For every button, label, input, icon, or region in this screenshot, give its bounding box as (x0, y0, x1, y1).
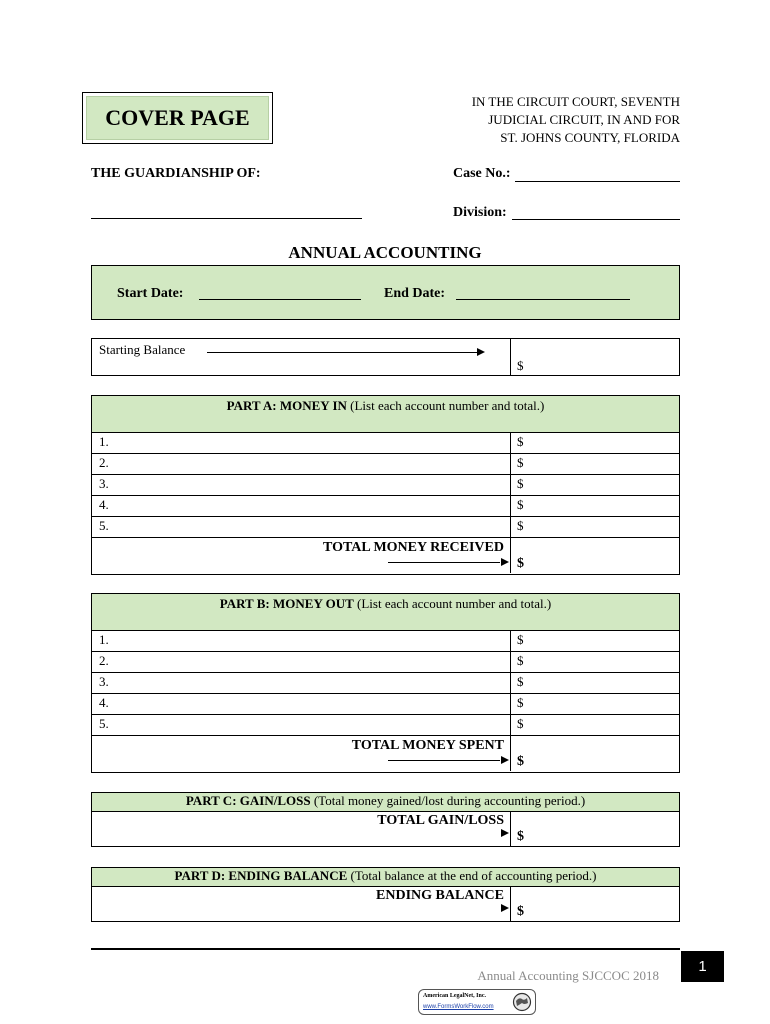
total-money-spent-field[interactable] (511, 736, 679, 771)
amount-field[interactable] (511, 652, 679, 672)
amount-field[interactable] (511, 715, 679, 735)
part-d-title: PART D: ENDING BALANCE (174, 868, 348, 883)
currency-symbol: $ (517, 556, 524, 571)
part-b-table (91, 593, 680, 773)
account-field[interactable] (92, 631, 511, 651)
total-money-received-field[interactable] (511, 538, 679, 573)
part-b-header (92, 594, 679, 630)
starting-balance-amount-field[interactable] (511, 339, 679, 375)
part-d-table (91, 867, 680, 922)
logo-line-1: American LegalNet, Inc. (423, 993, 486, 999)
division-field[interactable] (512, 219, 680, 220)
total-gain-loss-label: TOTAL GAIN/LOSS (377, 813, 504, 828)
footer-text: Annual Accounting SJCCOC 2018 (477, 968, 659, 983)
account-field[interactable] (92, 673, 511, 693)
part-b-subtitle: (List each account number and total.) (357, 596, 552, 611)
starting-balance-label-cell (92, 339, 511, 375)
starting-balance-row (92, 339, 679, 375)
row-number: 2. (99, 653, 109, 668)
table-row (92, 474, 679, 495)
total-money-received-label: TOTAL MONEY RECEIVED (323, 540, 504, 555)
total-label-cell (92, 812, 511, 846)
date-range-box (91, 265, 680, 320)
currency-symbol: $ (517, 829, 524, 844)
total-money-spent-label: TOTAL MONEY SPENT (351, 738, 504, 753)
table-row (92, 630, 679, 651)
part-a-subtitle: (List each account number and total.) (350, 398, 545, 413)
total-row (92, 735, 679, 771)
amount-field[interactable] (511, 475, 679, 495)
row-number: 2. (99, 455, 109, 470)
total-gain-loss-field[interactable] (511, 812, 679, 846)
row-number: 3. (99, 674, 109, 689)
logo-line-2: www.FormsWorkFlow.com (423, 1004, 494, 1010)
account-field[interactable] (92, 454, 511, 474)
total-label-cell (92, 887, 511, 921)
currency-symbol: $ (517, 434, 524, 449)
currency-symbol: $ (517, 716, 524, 731)
court-info (380, 93, 680, 147)
part-a-header (92, 396, 679, 432)
total-label-cell (92, 736, 511, 771)
division-label: Division: (453, 205, 507, 220)
currency-symbol: $ (517, 455, 524, 470)
amount-field[interactable] (511, 496, 679, 516)
american-legalnet-logo[interactable] (418, 989, 536, 1015)
ending-balance-label: ENDING BALANCE (376, 888, 504, 903)
currency-symbol: $ (517, 518, 524, 533)
court-line-1: IN THE CIRCUIT COURT, SEVENTH (471, 94, 680, 109)
currency-symbol: $ (517, 632, 524, 647)
row-number: 4. (99, 497, 109, 512)
total-label-cell (92, 538, 511, 573)
page-number: 1 (681, 951, 724, 982)
row-number: 5. (99, 518, 109, 533)
part-c-subtitle: (Total money gained/lost during accounting period.) (313, 793, 586, 808)
table-row (92, 651, 679, 672)
total-row (92, 886, 679, 921)
table-row (92, 453, 679, 474)
guardianship-label: THE GUARDIANSHIP OF: (91, 166, 261, 181)
arrow-right-icon (207, 352, 479, 353)
amount-field[interactable] (511, 454, 679, 474)
currency-symbol: $ (517, 674, 524, 689)
amount-field[interactable] (511, 517, 679, 537)
table-row (92, 495, 679, 516)
currency-symbol: $ (517, 497, 524, 512)
part-c-header (92, 793, 679, 811)
starting-balance-table (91, 338, 680, 376)
ending-balance-field[interactable] (511, 887, 679, 921)
court-line-3: ST. JOHNS COUNTY, FLORIDA (500, 130, 680, 145)
table-row (92, 516, 679, 537)
account-field[interactable] (92, 517, 511, 537)
arrow-head-icon (501, 558, 509, 566)
currency-symbol: $ (517, 904, 524, 919)
cover-page-label: COVER PAGE (86, 96, 269, 140)
start-date-label: Start Date: (117, 286, 184, 301)
arrow-head-icon (501, 829, 509, 837)
part-d-header (92, 868, 679, 886)
end-date-field[interactable] (456, 299, 630, 300)
starting-balance-label: Starting Balance (99, 342, 186, 357)
table-row (92, 693, 679, 714)
account-field[interactable] (92, 433, 511, 453)
arrow-head-icon (477, 348, 485, 356)
table-row (92, 432, 679, 453)
row-number: 1. (99, 632, 109, 647)
start-date-field[interactable] (199, 299, 361, 300)
row-number: 3. (99, 476, 109, 491)
guardianship-name-field[interactable] (91, 218, 362, 219)
arrow-head-icon (501, 756, 509, 764)
arrow-right-icon (388, 562, 500, 563)
account-field[interactable] (92, 475, 511, 495)
case-number-field[interactable] (515, 181, 680, 182)
end-date-label: End Date: (384, 286, 446, 301)
globe-icon (512, 992, 532, 1012)
account-field[interactable] (92, 496, 511, 516)
court-line-2: JUDICIAL CIRCUIT, IN AND FOR (488, 112, 680, 127)
account-field[interactable] (92, 694, 511, 714)
row-number: 1. (99, 434, 109, 449)
cover-page-box (82, 92, 273, 144)
account-field[interactable] (92, 715, 511, 735)
case-number-label: Case No.: (453, 166, 511, 181)
amount-field[interactable] (511, 694, 679, 714)
currency-symbol: $ (517, 358, 524, 373)
row-number: 5. (99, 716, 109, 731)
part-d-subtitle: (Total balance at the end of accounting period.) (350, 868, 597, 883)
part-c-table (91, 792, 680, 847)
currency-symbol: $ (517, 754, 524, 769)
table-row (92, 672, 679, 693)
total-row (92, 537, 679, 573)
page-title: ANNUAL ACCOUNTING (288, 243, 482, 262)
amount-field[interactable] (511, 631, 679, 651)
currency-symbol: $ (517, 476, 524, 491)
currency-symbol: $ (517, 695, 524, 710)
part-a-table (91, 395, 680, 575)
part-b-title: PART B: MONEY OUT (219, 596, 354, 611)
table-row (92, 714, 679, 735)
arrow-right-icon (388, 760, 500, 761)
total-row (92, 811, 679, 846)
amount-field[interactable] (511, 673, 679, 693)
part-c-title: PART C: GAIN/LOSS (185, 793, 311, 808)
amount-field[interactable] (511, 433, 679, 453)
part-a-title: PART A: MONEY IN (226, 398, 347, 413)
row-number: 4. (99, 695, 109, 710)
arrow-head-icon (501, 904, 509, 912)
currency-symbol: $ (517, 653, 524, 668)
footer-rule (91, 948, 680, 950)
account-field[interactable] (92, 652, 511, 672)
